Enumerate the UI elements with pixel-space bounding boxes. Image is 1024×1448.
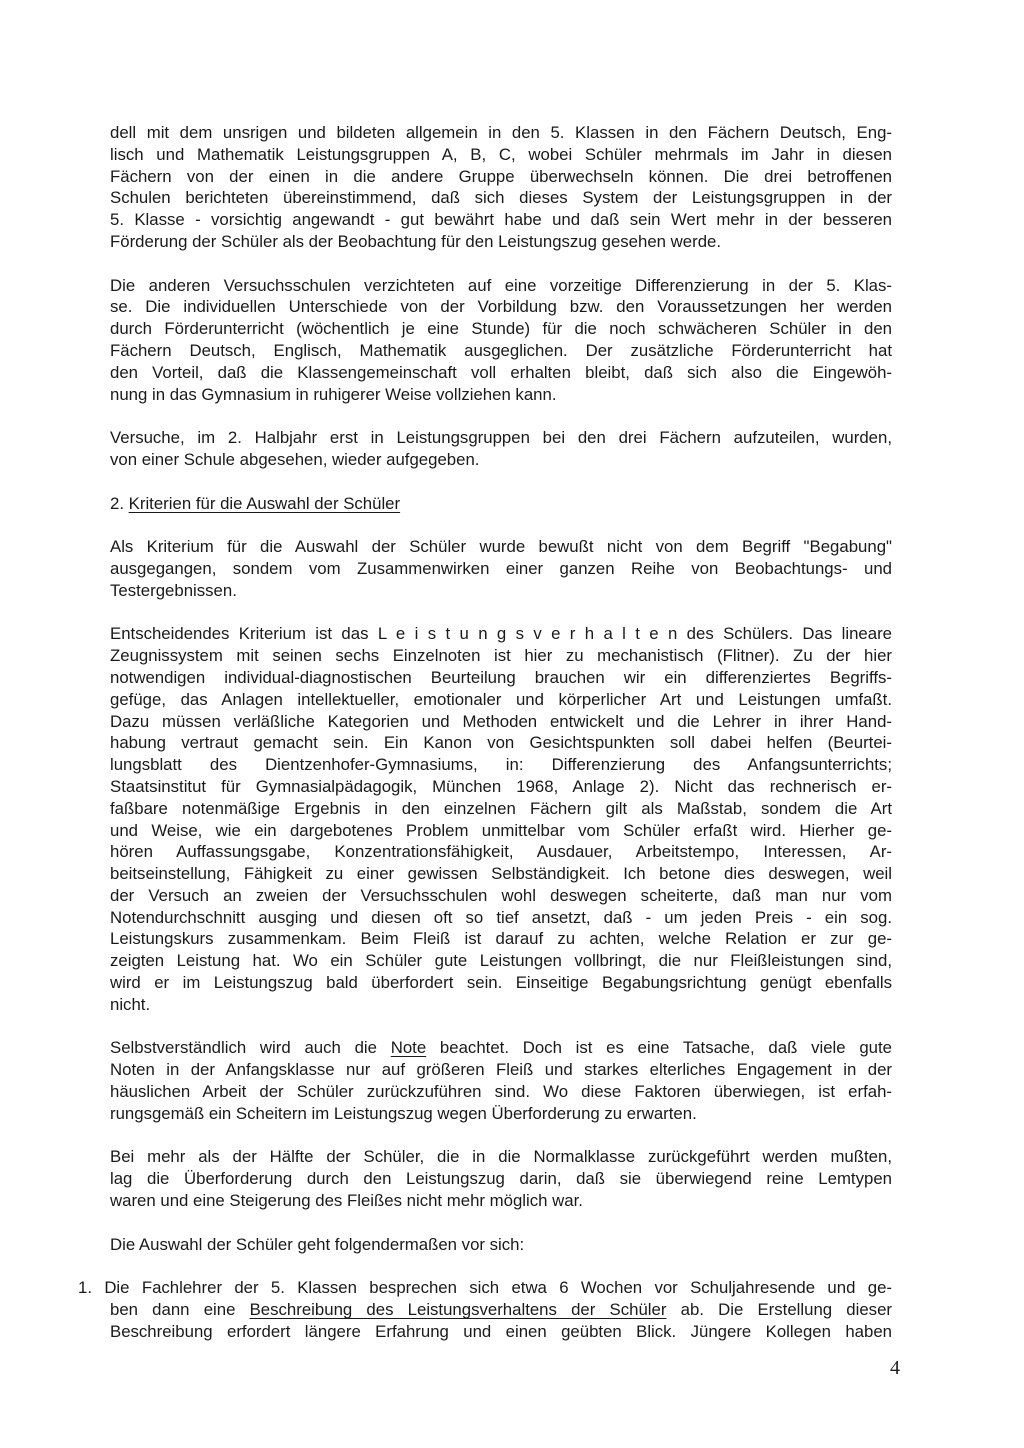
text-run: 5. Klasse - vorsichtig angewandt - gut bewährt habe und daß sein Wert mehr in der besseren xyxy=(110,210,892,230)
page-number: 4 xyxy=(890,1357,900,1379)
text-run: ben dann eine xyxy=(110,1300,250,1320)
text-line xyxy=(110,362,892,384)
text-run: Förderung der Schüler als der Beobachtung für den Leistungszug gesehen werde. xyxy=(110,231,722,251)
text-run: dell mit dem unsrigen und bildeten allgemein in den 5. Klassen in den Fächern Deutsch, Eng- xyxy=(110,123,892,142)
paragraph-3 xyxy=(110,427,892,471)
text-line xyxy=(110,994,892,1016)
text-line xyxy=(110,166,892,188)
text-run: Selbstverständlich wird auch die xyxy=(110,1038,391,1058)
text-line xyxy=(110,950,892,972)
text-run: rungsgemäß ein Scheitern im Leistungszug wegen Überforderung zu erwarten. xyxy=(110,1103,697,1123)
text-run: von einer Schule abgesehen, wieder aufgegeben. xyxy=(110,449,480,469)
text-run: beachtet. Doch ist es eine Tatsache, daß viele gute xyxy=(426,1038,892,1058)
text-run: wird er im Leistungszug bald überfordert sein. Einseitige Begabungsrichtung genügt ebenfalls xyxy=(110,973,892,993)
text-line xyxy=(110,580,892,602)
text-run: Fächern Deutsch, Englisch, Mathematik ausgeglichen. Der zusätzliche Förderunterricht hat xyxy=(110,340,892,360)
text-line xyxy=(110,863,892,885)
paragraph-6 xyxy=(110,1037,892,1124)
text-run: nung in das Gymnasium in ruhigerer Weise vollziehen kann. xyxy=(110,384,557,404)
text-line xyxy=(110,711,892,733)
text-line xyxy=(110,928,892,950)
paragraph-8 xyxy=(110,1234,892,1256)
text-line xyxy=(110,384,892,406)
text-run: durch Förderunterricht (wöchentlich je eine Stunde) für die noch schwächeren Schüler in den xyxy=(110,319,892,339)
text-line xyxy=(110,144,892,166)
text-run: den Vorteil, daß die Klassengemeinschaft voll erhalten bleibt, daß sich also die Eingewöh- xyxy=(110,362,892,382)
text-line xyxy=(110,798,892,820)
text-run: Entscheidendes Kriterium ist das L e i s t u n g s v e r h a l t e n des Schülers. Das lineare xyxy=(110,624,892,644)
paragraph-5 xyxy=(110,623,892,1015)
section-heading-2 xyxy=(110,493,892,515)
text-line xyxy=(110,187,892,209)
text-run: ab. Die Erstellung dieser xyxy=(666,1300,892,1320)
text-run: Versuche, im 2. Halbjahr erst in Leistungsgruppen bei den drei Fächern aufzuteilen, wurden, xyxy=(110,428,892,448)
text-line xyxy=(110,209,892,231)
text-line xyxy=(78,1321,892,1343)
text-run: nicht. xyxy=(110,994,151,1014)
text-run: Beschreibung erfordert längere Erfahrung und einen geübten Blick. Jüngere Kollegen haben xyxy=(110,1321,892,1341)
text-line xyxy=(110,296,892,318)
text-line xyxy=(110,1081,892,1103)
text-line xyxy=(110,1146,892,1168)
text-run: Die anderen Versuchsschulen verzichteten auf eine vorzeitige Differenzierung in der 5. Klas- xyxy=(110,275,892,295)
text-run: Als Kriterium für die Auswahl der Schüler wurde bewußt nicht von dem Begriff "Begabung" xyxy=(110,537,892,557)
text-line xyxy=(110,776,892,798)
text-run: lungsblatt des Dientzenhofer-Gymnasiums, in: Differenzierung des Anfangsunterrichts; xyxy=(110,755,892,775)
text-run: der Versuch an zweien der Versuchsschulen wohl deswegen scheiterte, daß man nur vom xyxy=(110,885,892,905)
text-run: beitseinstellung, Fähigkeit zu einer gewissen Selbständigkeit. Ich betone dies deswegen, weil xyxy=(110,864,892,884)
text-line xyxy=(110,667,892,689)
text-run: Fächern von der einen in die andere Gruppe überwechseln können. Die drei betroffenen xyxy=(110,166,892,186)
paragraph-2 xyxy=(110,275,892,406)
text-run: häuslichen Arbeit der Schüler zurückzuführen sind. Wo diese Faktoren überwiegen, ist erfah- xyxy=(110,1082,892,1102)
text-line xyxy=(110,449,892,471)
text-line xyxy=(110,907,892,929)
text-run: zeigten Leistung hat. Wo ein Schüler gute Leistungen vollbringt, die nur Fleißleistungen sind, xyxy=(110,951,892,971)
text-run: lag die Überforderung durch den Leistungszug darin, daß sie überwiegend reine Lemtypen xyxy=(110,1169,892,1189)
underlined-text: Beschreibung des Leistungsverhaltens der Schüler xyxy=(249,1300,667,1320)
text-run: Staatsinstitut für Gymnasialpädagogik, München 1968, Anlage 2). Nicht das rechnerisch er- xyxy=(110,776,892,796)
text-run: Die Auswahl der Schüler geht folgendermaßen vor sich: xyxy=(110,1234,525,1254)
text-line xyxy=(110,536,892,558)
text-line xyxy=(110,231,892,253)
text-line xyxy=(110,1059,892,1081)
text-line xyxy=(110,820,892,842)
text-line xyxy=(110,645,892,667)
text-run: Dazu müssen verläßliche Kategorien und Methoden entwickelt und die Lehrer in ihrer Hand- xyxy=(110,711,892,731)
text-line xyxy=(110,1234,892,1256)
paragraph-7 xyxy=(110,1146,892,1211)
text-run: notwendigen individual-diagnostischen Beurteilung brauchen wir ein differenziertes Begriffs- xyxy=(110,667,892,687)
text-line xyxy=(110,275,892,297)
text-run: Leistungskurs zusammenkam. Beim Fleiß ist darauf zu achten, welche Relation er zur ge- xyxy=(110,929,892,949)
text-line xyxy=(78,1277,892,1299)
text-run: 1. Die Fachlehrer der 5. Klassen besprechen sich etwa 6 Wochen vor Schuljahresende und ge- xyxy=(78,1278,892,1298)
document-text xyxy=(78,122,892,1364)
text-line xyxy=(110,885,892,907)
text-line xyxy=(110,558,892,580)
text-run: gefüge, das Anlagen intellektueller, emotionaler und körperlicher Art und Leistungen umfaßt. xyxy=(110,689,892,709)
text-run: Schulen berichteten übereinstimmend, daß sich dieses System der Leistungsgruppen in der xyxy=(110,188,892,208)
text-line xyxy=(110,754,892,776)
text-line xyxy=(110,972,892,994)
text-line xyxy=(110,318,892,340)
text-line xyxy=(110,1103,892,1125)
text-run: Noten in der Anfangsklasse nur auf größeren Fleiß und starkes elterliches Engagement in der xyxy=(110,1060,892,1080)
text-line xyxy=(110,689,892,711)
text-run: und Weise, wie ein dargebotenes Problem unmittelbar vom Schüler erfaßt wird. Hierher ge- xyxy=(110,820,892,840)
text-line xyxy=(110,493,892,515)
text-run: faßbare notenmäßige Ergebnis in den einzelnen Fächern gilt als Maßstab, sondem die Art xyxy=(110,798,892,818)
text-line xyxy=(110,1168,892,1190)
text-run: waren und eine Steigerung des Fleißes nicht mehr möglich war. xyxy=(110,1191,583,1211)
text-run: ausgegangen, sondem vom Zusammenwirken einer ganzen Reihe von Beobachtungs- und xyxy=(110,558,892,578)
text-line xyxy=(110,841,892,863)
text-run: Bei mehr als der Hälfte der Schüler, die in die Normalklasse zurückgeführt werden mußten, xyxy=(110,1147,892,1167)
text-run: 2. xyxy=(110,493,129,513)
paragraph-4 xyxy=(110,536,892,601)
text-line xyxy=(110,1037,892,1059)
text-line xyxy=(110,1190,892,1212)
text-line xyxy=(110,340,892,362)
paragraph-1 xyxy=(110,122,892,253)
text-run: Testergebnissen. xyxy=(110,580,237,600)
text-run: habung vertraut gemacht sein. Ein Kanon von Gesichtspunkten soll dabei helfen (Beurtei- xyxy=(110,733,892,753)
text-run: se. Die individuellen Unterschiede von der Vorbildung bzw. den Voraussetzungen her werden xyxy=(110,297,892,317)
text-line xyxy=(110,623,892,645)
text-run: Notendurchschnitt ausging und diesen oft so tief ansetzt, daß - um jeden Preis - ein sog. xyxy=(110,907,892,927)
text-run: hören Auffassungsgabe, Konzentrationsfähigkeit, Ausdauer, Arbeitstempo, Interessen, Ar- xyxy=(110,842,892,862)
underlined-text: Kriterien für die Auswahl der Schüler xyxy=(128,493,401,513)
text-run: lisch und Mathematik Leistungsgruppen A, B, C, wobei Schüler mehrmals im Jahr in diesen xyxy=(110,144,892,164)
text-run: Zeugnissystem mit seinen sechs Einzelnoten ist hier zu mechanistisch (Flitner). Zu der hier xyxy=(110,646,892,666)
text-line xyxy=(110,122,892,144)
underlined-text: Note xyxy=(390,1038,427,1058)
text-line xyxy=(110,732,892,754)
text-line xyxy=(78,1299,892,1321)
text-line xyxy=(110,427,892,449)
list-item-1 xyxy=(78,1277,892,1342)
